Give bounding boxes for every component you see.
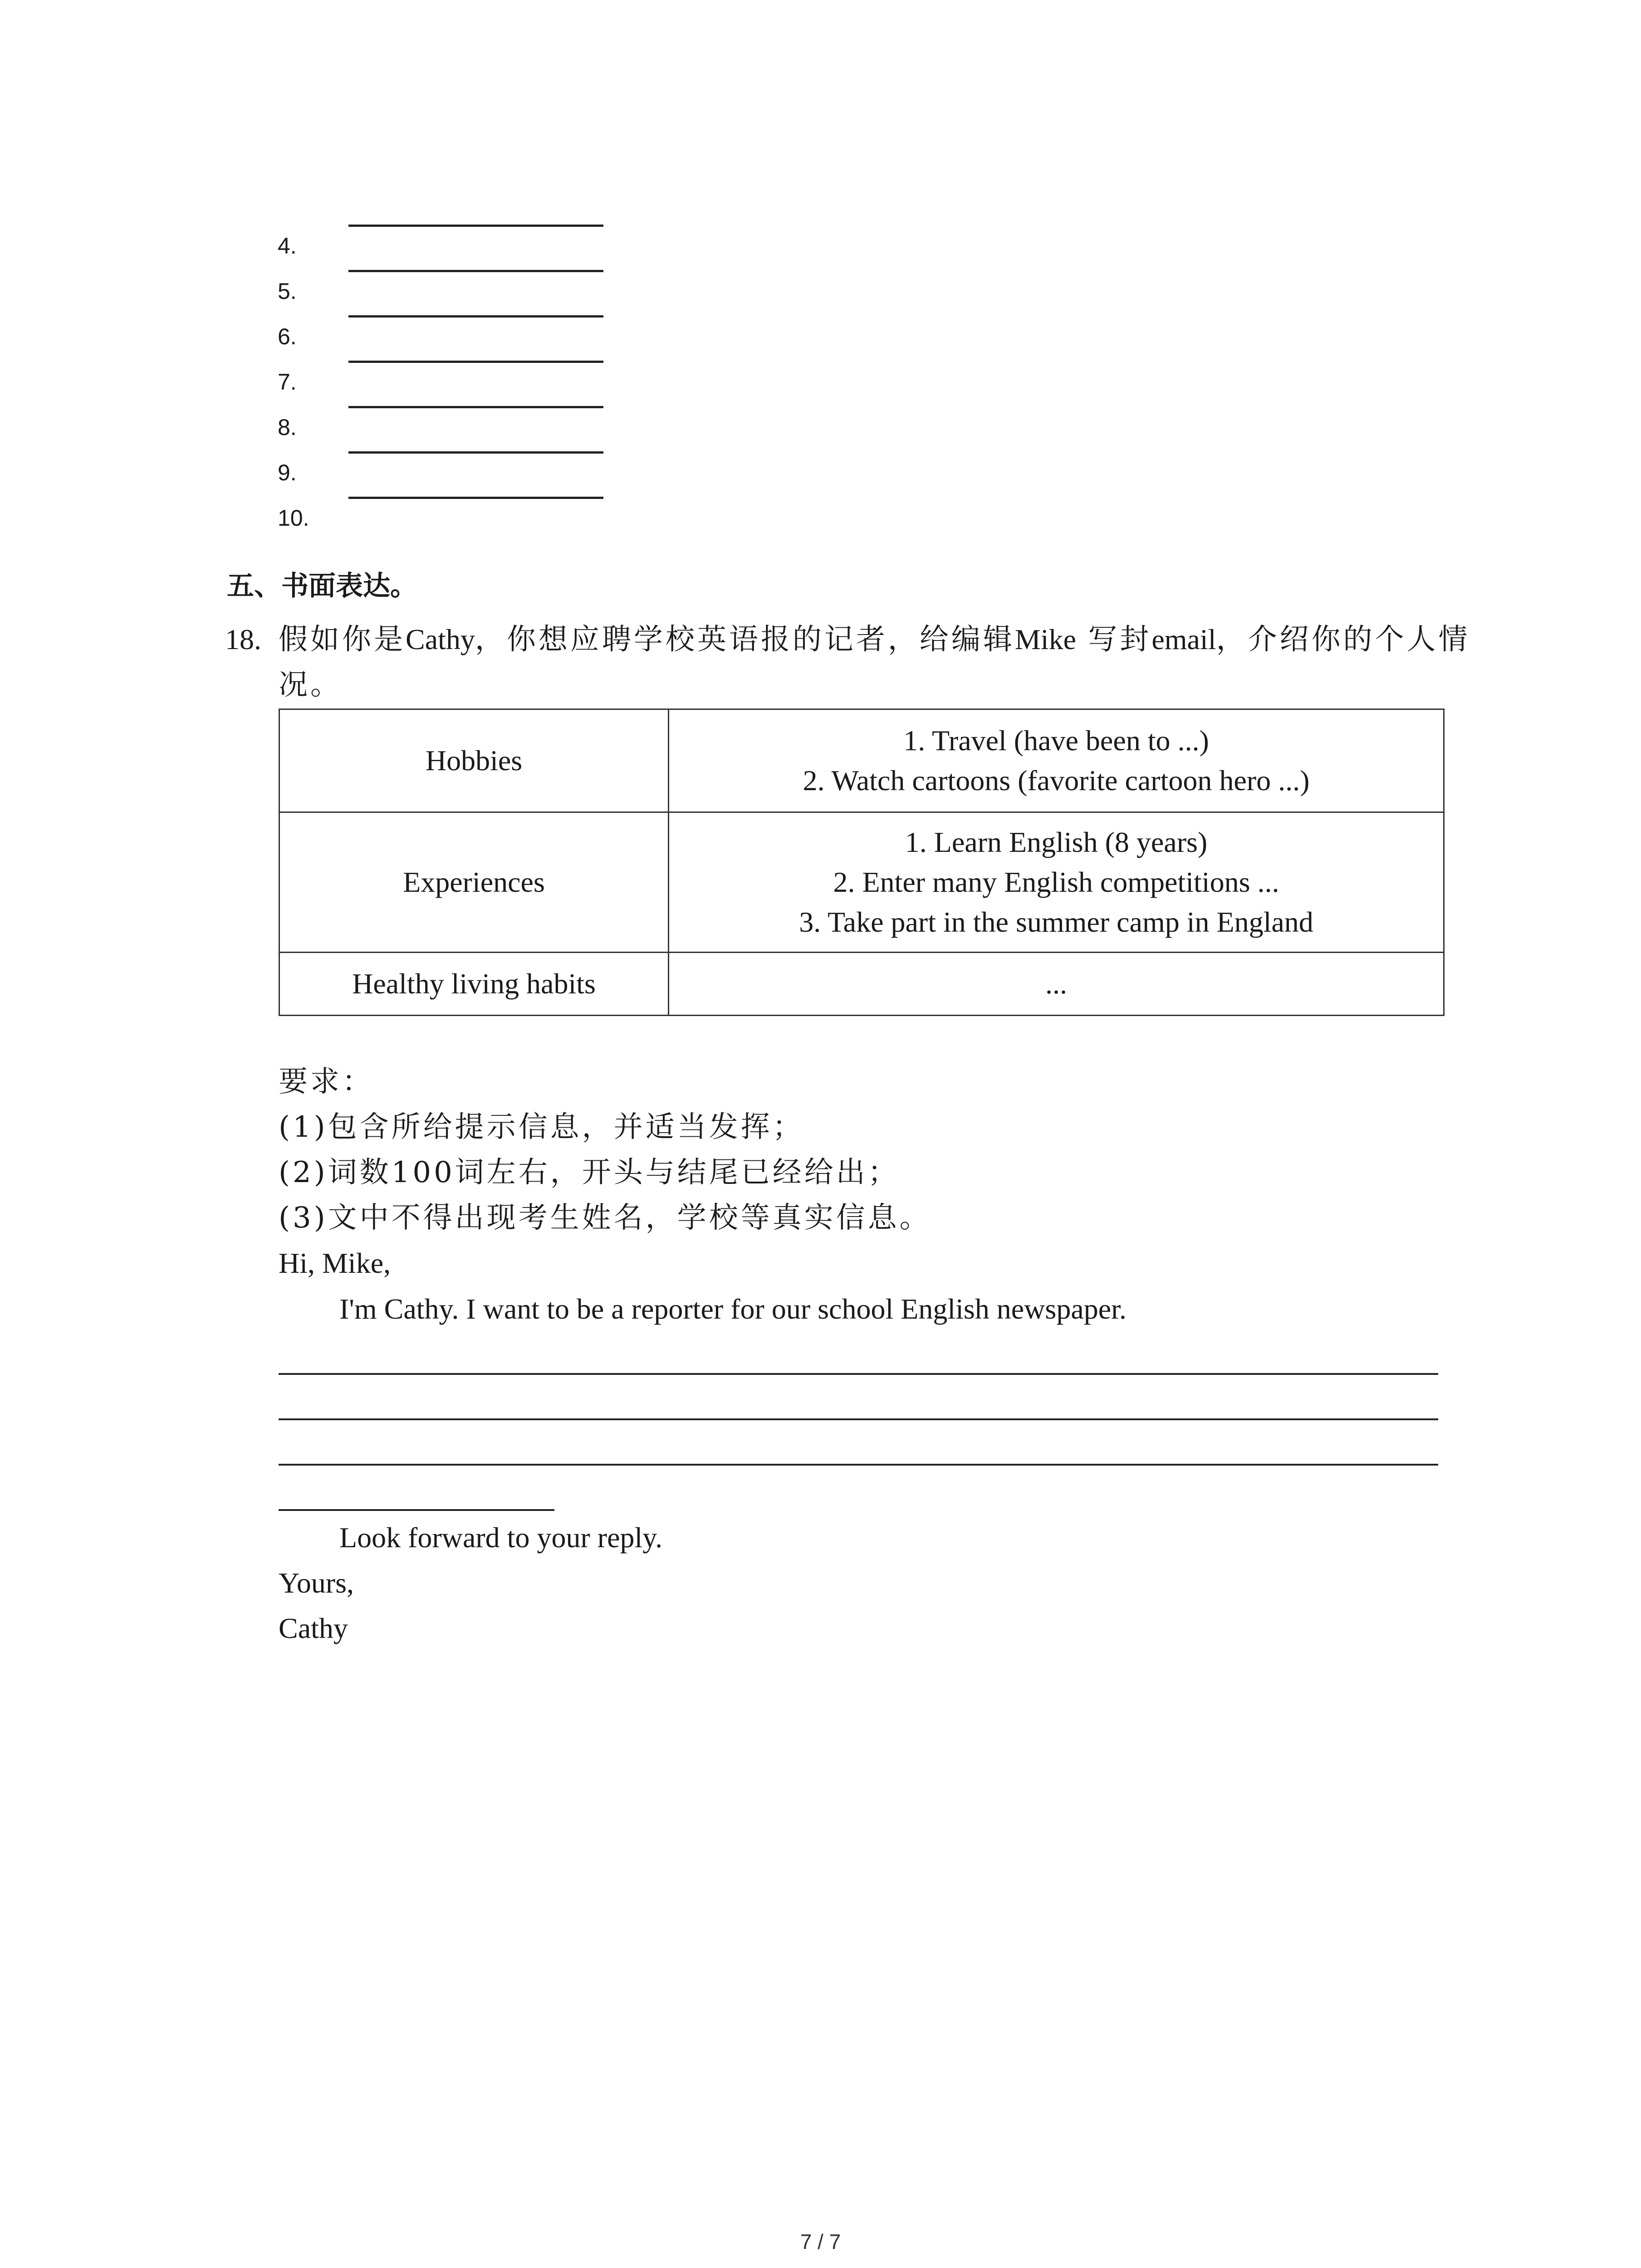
page-number: 7 / 7 [800, 2230, 841, 2253]
answer-blank[interactable] [348, 406, 603, 408]
table-item: 3. Take part in the summer camp in England [799, 906, 1313, 938]
prompt-text: Cathy [406, 623, 475, 655]
answer-blank[interactable] [348, 270, 603, 272]
table-label: Healthy living habits [279, 953, 669, 1016]
letter-signoff: Yours, [279, 1567, 354, 1599]
table-item: ... [1045, 968, 1067, 1000]
answer-number: 8. [278, 415, 297, 440]
table-cell [669, 953, 1444, 1016]
answer-blank[interactable] [348, 225, 603, 227]
table-item: 1. Travel (have been to ...) [903, 724, 1209, 757]
answer-blank[interactable] [348, 497, 603, 499]
answer-blank[interactable] [348, 315, 603, 318]
answer-blank[interactable] [348, 451, 603, 454]
writing-line[interactable] [279, 1373, 1438, 1375]
table-cell [669, 812, 1444, 953]
letter-greeting: Hi, Mike, [279, 1247, 391, 1279]
answer-number: 7. [278, 369, 297, 395]
question-number: 18. [225, 623, 261, 655]
prompt-text: Mike [1014, 623, 1076, 655]
table-row [279, 812, 1444, 953]
table-row [279, 709, 1444, 812]
requirement-item: (2)词数100词左右，开头与结尾已经给出； [279, 1156, 900, 1189]
hint-table [279, 709, 1445, 1016]
writing-line[interactable] [279, 1464, 1438, 1466]
prompt-text: 写封 [1076, 623, 1152, 656]
answer-number: 9. [278, 460, 297, 485]
requirement-item: (3)文中不得出现考生姓名，学校等真实信息。 [279, 1201, 931, 1235]
section-title: 五、书面表达。 [227, 570, 417, 602]
table-item: 1. Learn English (8 years) [905, 826, 1208, 858]
prompt-text: 假如你是 [279, 623, 406, 656]
prompt-text: ，介绍你的个人情 [1216, 623, 1470, 656]
letter-closing: Look forward to your reply. [339, 1521, 663, 1554]
letter-signature: Cathy [279, 1612, 348, 1644]
table-label: Experiences [279, 812, 669, 953]
table-row [279, 953, 1444, 1016]
prompt-text: email [1151, 623, 1216, 655]
letter-opening: I'm Cathy. I want to be a reporter for our school English newspaper. [339, 1293, 1127, 1325]
table-item: 2. Watch cartoons (favorite cartoon hero ...) [803, 764, 1310, 797]
question-prompt-line1 [279, 616, 1470, 663]
table-label: Hobbies [279, 709, 669, 812]
table-cell [669, 709, 1444, 812]
table-item: 2. Enter many English competitions ... [833, 866, 1279, 898]
question-prompt-line2: 况。 [279, 668, 342, 702]
prompt-text: ，你想应聘学校英语报的记者，给编辑 [475, 623, 1015, 656]
answer-number: 4. [278, 233, 297, 259]
writing-line[interactable] [279, 1418, 1438, 1420]
answer-blank[interactable] [348, 361, 603, 363]
answer-number: 6. [278, 324, 297, 349]
answer-number: 10. [278, 505, 309, 531]
answer-number: 5. [278, 279, 297, 304]
requirement-item: (1)包含所给提示信息，并适当发挥； [279, 1110, 804, 1144]
writing-line[interactable] [279, 1509, 554, 1511]
requirements-heading: 要求： [279, 1065, 374, 1099]
